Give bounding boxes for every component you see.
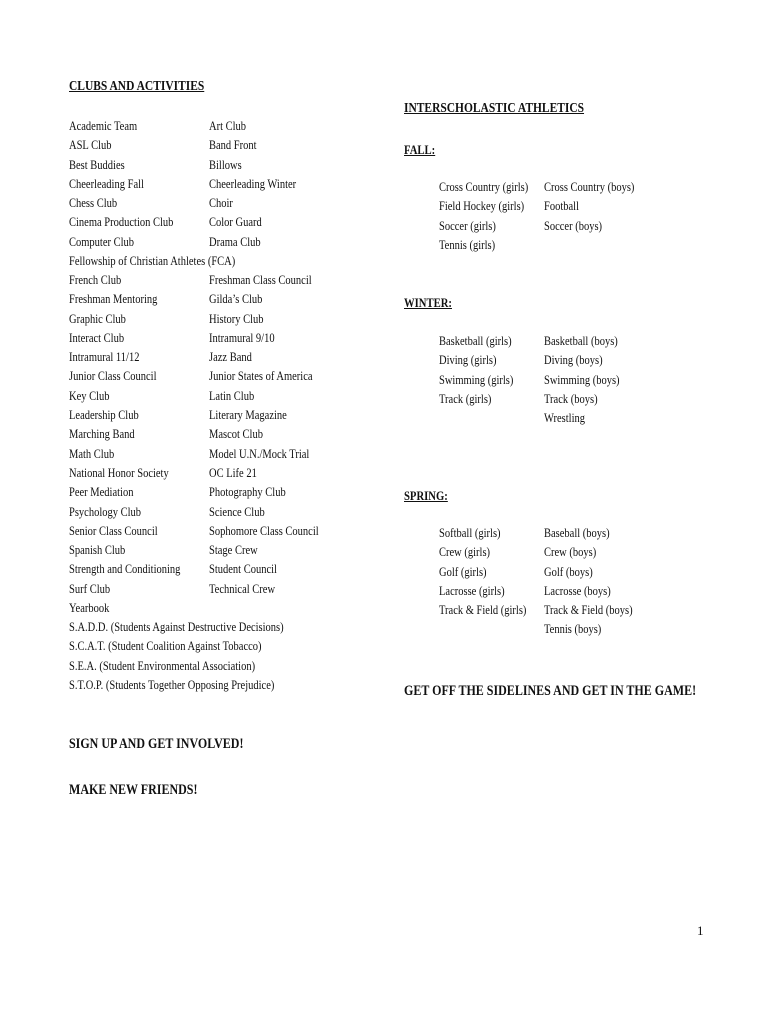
list-item: Drama Club bbox=[209, 234, 261, 249]
slogan-friends: MAKE NEW FRIENDS! bbox=[69, 782, 198, 798]
list-item: Psychology Club bbox=[69, 504, 142, 519]
list-item: Art Club bbox=[209, 119, 247, 133]
list-item: Leadership Club bbox=[69, 408, 139, 423]
athletics-title: INTERSCHOLASTIC ATHLETICS bbox=[404, 101, 585, 116]
list-item: Wrestling bbox=[544, 411, 585, 426]
list-item: Crew (girls) bbox=[439, 545, 491, 560]
list-item: S.C.A.T. (Student Coalition Against Tobacco) bbox=[69, 639, 262, 654]
list-item: Key Club bbox=[69, 388, 110, 403]
list-item: Cheerleading Winter bbox=[209, 176, 297, 191]
list-item: Junior States of America bbox=[209, 369, 313, 384]
list-item: Marching Band bbox=[69, 427, 135, 442]
list-item: Freshman Mentoring bbox=[69, 292, 158, 307]
list-item: Softball (girls) bbox=[439, 526, 501, 540]
clubs-col1 bbox=[69, 117, 173, 252]
list-item: Crew (boys) bbox=[544, 545, 597, 560]
list-item: Swimming (boys) bbox=[544, 372, 620, 387]
list-item: Choir bbox=[209, 196, 233, 211]
list-item: Swimming (girls) bbox=[439, 372, 514, 387]
list-item: Soccer (girls) bbox=[439, 218, 496, 233]
clubs-col2b bbox=[209, 271, 319, 599]
list-item: French Club bbox=[69, 273, 122, 287]
list-item: ASL Club bbox=[69, 138, 112, 153]
list-item: Photography Club bbox=[209, 485, 286, 500]
list-item: Best Buddies bbox=[69, 157, 125, 172]
list-item: Baseball (boys) bbox=[544, 526, 610, 540]
list-item: Track (girls) bbox=[439, 391, 492, 406]
clubs-title: CLUBS AND ACTIVITIES bbox=[69, 79, 205, 94]
list-item: Football bbox=[544, 199, 580, 214]
spring-boys-list bbox=[544, 524, 633, 640]
clubs-col1b bbox=[69, 271, 180, 618]
list-item: Basketball (girls) bbox=[439, 334, 512, 348]
list-item: Interact Club bbox=[69, 330, 125, 345]
list-item: Freshman Class Council bbox=[209, 273, 312, 287]
list-item: Graphic Club bbox=[69, 311, 126, 326]
list-item: Golf (girls) bbox=[439, 564, 487, 579]
list-item: Band Front bbox=[209, 138, 257, 153]
list-item: Technical Crew bbox=[209, 581, 276, 596]
list-item: Soccer (boys) bbox=[544, 218, 603, 233]
list-item: Stage Crew bbox=[209, 543, 258, 558]
list-item: Spanish Club bbox=[69, 543, 126, 558]
fca-line: Fellowship of Christian Athletes (FCA) bbox=[69, 254, 236, 268]
list-item: Cinema Production Club bbox=[69, 215, 174, 230]
list-item: Tennis (boys) bbox=[544, 622, 602, 637]
list-item: OC Life 21 bbox=[209, 465, 257, 480]
slogan-game: GET OFF THE SIDELINES AND GET IN THE GAME! bbox=[404, 683, 697, 699]
list-item: Chess Club bbox=[69, 196, 118, 211]
list-item: S.A.D.D. (Students Against Destructive Decisions) bbox=[69, 620, 284, 634]
list-item: Color Guard bbox=[209, 215, 262, 230]
list-item: Math Club bbox=[69, 446, 115, 461]
list-item: Student Council bbox=[209, 562, 277, 577]
list-item: Golf (boys) bbox=[544, 564, 593, 579]
list-item: Latin Club bbox=[209, 388, 255, 403]
list-item: Computer Club bbox=[69, 234, 135, 249]
list-item: Lacrosse (girls) bbox=[439, 583, 505, 598]
list-item: Junior Class Council bbox=[69, 369, 157, 384]
fall-girls-list bbox=[439, 178, 528, 255]
list-item: Basketball (boys) bbox=[544, 334, 618, 348]
slogan-signup: SIGN UP AND GET INVOLVED! bbox=[69, 736, 244, 752]
list-item: Senior Class Council bbox=[69, 523, 158, 538]
list-item: Literary Magazine bbox=[209, 408, 287, 423]
list-item: Lacrosse (boys) bbox=[544, 583, 611, 598]
list-item: Mascot Club bbox=[209, 427, 263, 442]
list-item: Jazz Band bbox=[209, 350, 252, 365]
list-item: Peer Mediation bbox=[69, 485, 134, 500]
clubs-col2 bbox=[209, 117, 296, 252]
page-number: 1 bbox=[697, 923, 704, 938]
list-item: Gilda’s Club bbox=[209, 292, 263, 307]
spring-label: SPRING: bbox=[404, 488, 448, 503]
list-item: Sophomore Class Council bbox=[209, 523, 319, 538]
list-item: Cheerleading Fall bbox=[69, 176, 144, 191]
spring-girls-list bbox=[439, 524, 526, 620]
list-item: Model U.N./Mock Trial bbox=[209, 446, 310, 461]
list-item: Track & Field (girls) bbox=[439, 603, 527, 618]
list-item: Billows bbox=[209, 157, 242, 172]
list-item: Cross Country (girls) bbox=[439, 180, 529, 194]
winter-girls-list bbox=[439, 332, 513, 409]
list-item: History Club bbox=[209, 311, 264, 326]
list-item: Surf Club bbox=[69, 581, 111, 596]
clubs-acronyms bbox=[69, 618, 284, 695]
list-item: Tennis (girls) bbox=[439, 237, 496, 252]
winter-boys-list bbox=[544, 332, 620, 428]
list-item: National Honor Society bbox=[69, 465, 169, 480]
list-item: Yearbook bbox=[69, 601, 110, 616]
list-item: Track & Field (boys) bbox=[544, 603, 633, 618]
list-item: Intramural 11/12 bbox=[69, 350, 140, 365]
list-item: Field Hockey (girls) bbox=[439, 199, 525, 214]
list-item: Strength and Conditioning bbox=[69, 562, 181, 577]
list-item: Diving (girls) bbox=[439, 353, 497, 368]
list-item: Track (boys) bbox=[544, 391, 598, 406]
winter-label: WINTER: bbox=[404, 295, 452, 310]
list-item: Science Club bbox=[209, 504, 265, 519]
list-item: Academic Team bbox=[69, 119, 138, 133]
list-item: S.E.A. (Student Environmental Association) bbox=[69, 658, 256, 673]
list-item: S.T.O.P. (Students Together Opposing Prejudice) bbox=[69, 677, 275, 692]
list-item: Cross Country (boys) bbox=[544, 180, 635, 194]
list-item: Diving (boys) bbox=[544, 353, 603, 368]
fall-boys-list bbox=[544, 178, 634, 236]
list-item: Intramural 9/10 bbox=[209, 330, 275, 345]
fall-label: FALL: bbox=[404, 142, 436, 157]
